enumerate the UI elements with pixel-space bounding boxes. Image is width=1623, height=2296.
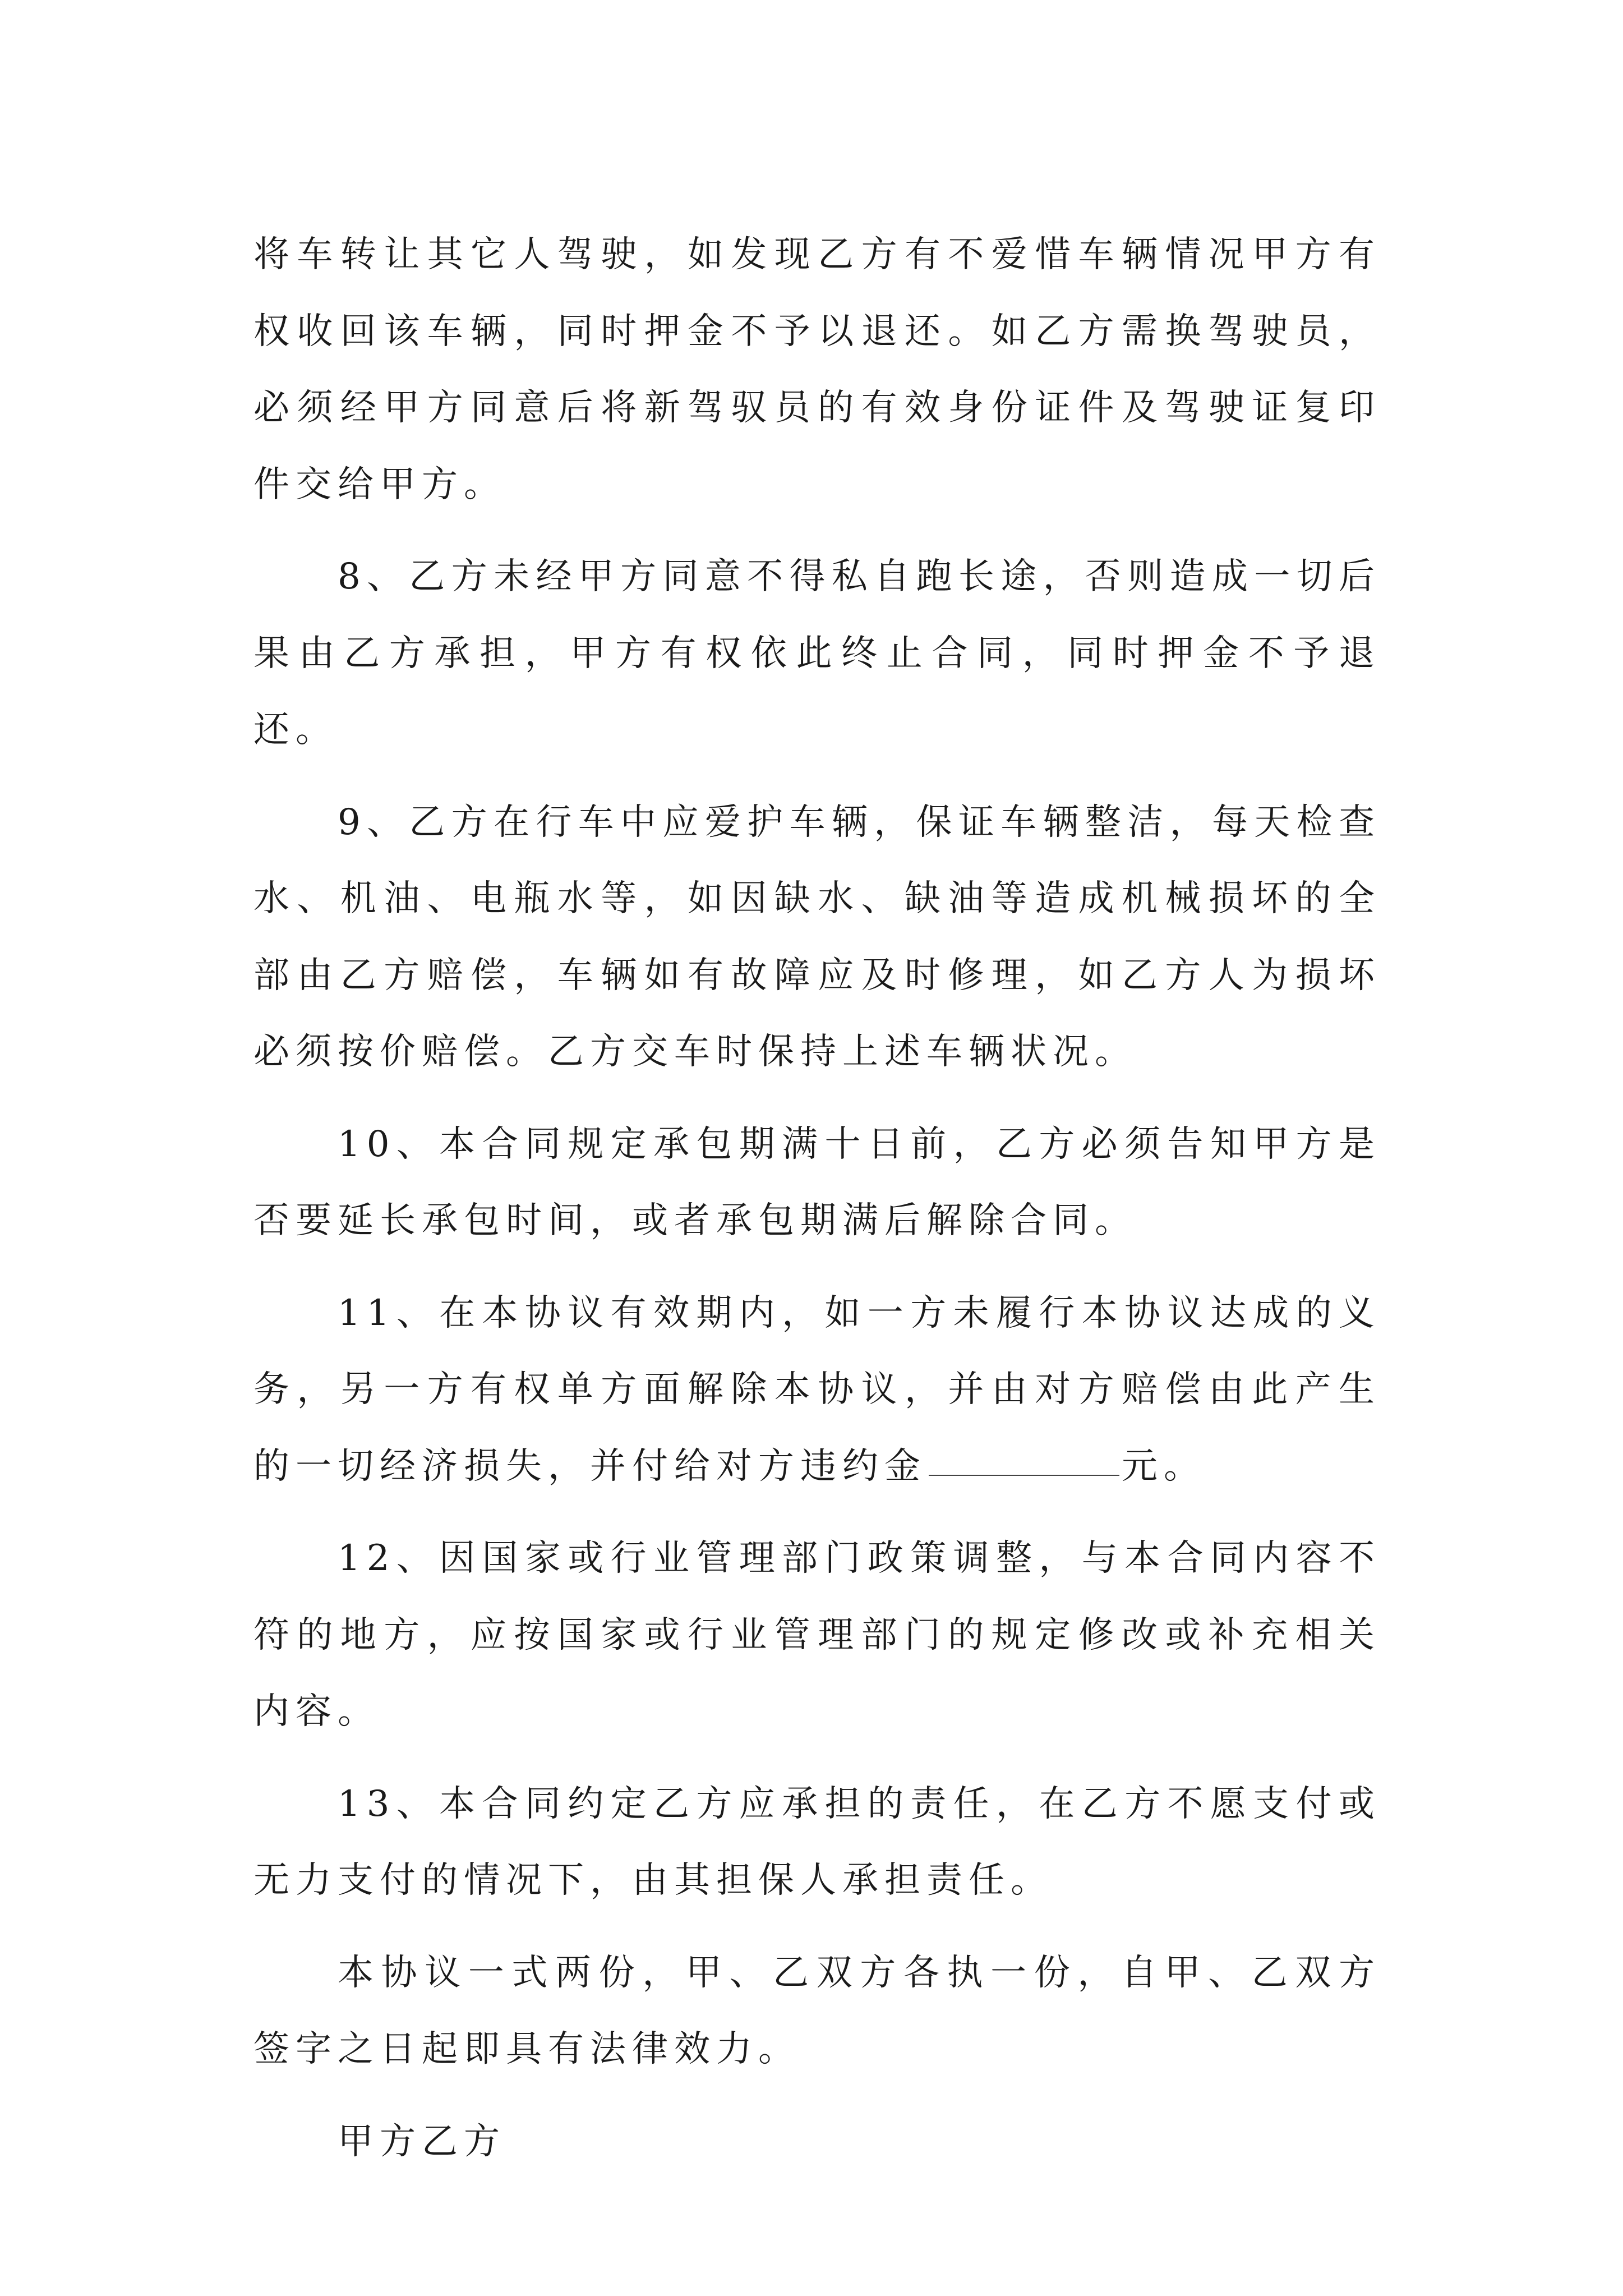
penalty-amount-blank [929, 1475, 1119, 1476]
signature-line: 甲方乙方 [338, 2120, 506, 2162]
contract-body [253, 217, 1381, 2196]
paragraph-continuation: 将车转让其它人驾驶，如发现乙方有不爱惜车辆情况甲方有权收回该车辆，同时押金不予以退还。如乙方需换驾驶员，必须经甲方同意后将新驾驭员的有效身份证件及驾驶证复印件交给甲方。 [253, 234, 1381, 505]
clause-11-unit: 元。 [1122, 1445, 1206, 1487]
clause-11 [253, 1275, 1381, 1505]
clause-13: 13、本合同约定乙方应承担的责任，在乙方不愿支付或无力支付的情况下，由其担保人承担责任。 [253, 1783, 1381, 1901]
clause-11-text: 11、在本协议有效期内，如一方未履行本协议达成的义务，另一方有权单方面解除本协议，并由对方赔偿由此产生的一切经济损失，并付给对方违约金 [253, 1292, 1381, 1487]
final-clause: 本协议一式两份，甲、乙双方各执一份，自甲、乙双方签字之日起即具有法律效力。 [253, 1952, 1381, 2070]
clause-10: 10、本合同规定承包期满十日前，乙方必须告知甲方是否要延长承包时间，或者承包期满后解除合同。 [253, 1123, 1381, 1241]
clause-12: 12、因国家或行业管理部门政策调整，与本合同内容不符的地方，应按国家或行业管理部门的规定修改或补充相关内容。 [253, 1538, 1381, 1732]
clause-9: 9、乙方在行车中应爱护车辆，保证车辆整洁，每天检查水、机油、电瓶水等，如因缺水、缺油等造成机械损坏的全部由乙方赔偿，车辆如有故障应及时修理，如乙方人为损坏必须按价赔偿。乙方交车时保持上述车辆状况。 [253, 801, 1381, 1073]
clause-8: 8、乙方未经甲方同意不得私自跑长途，否则造成一切后果由乙方承担，甲方有权依此终止合同，同时押金不予退还。 [253, 556, 1381, 751]
